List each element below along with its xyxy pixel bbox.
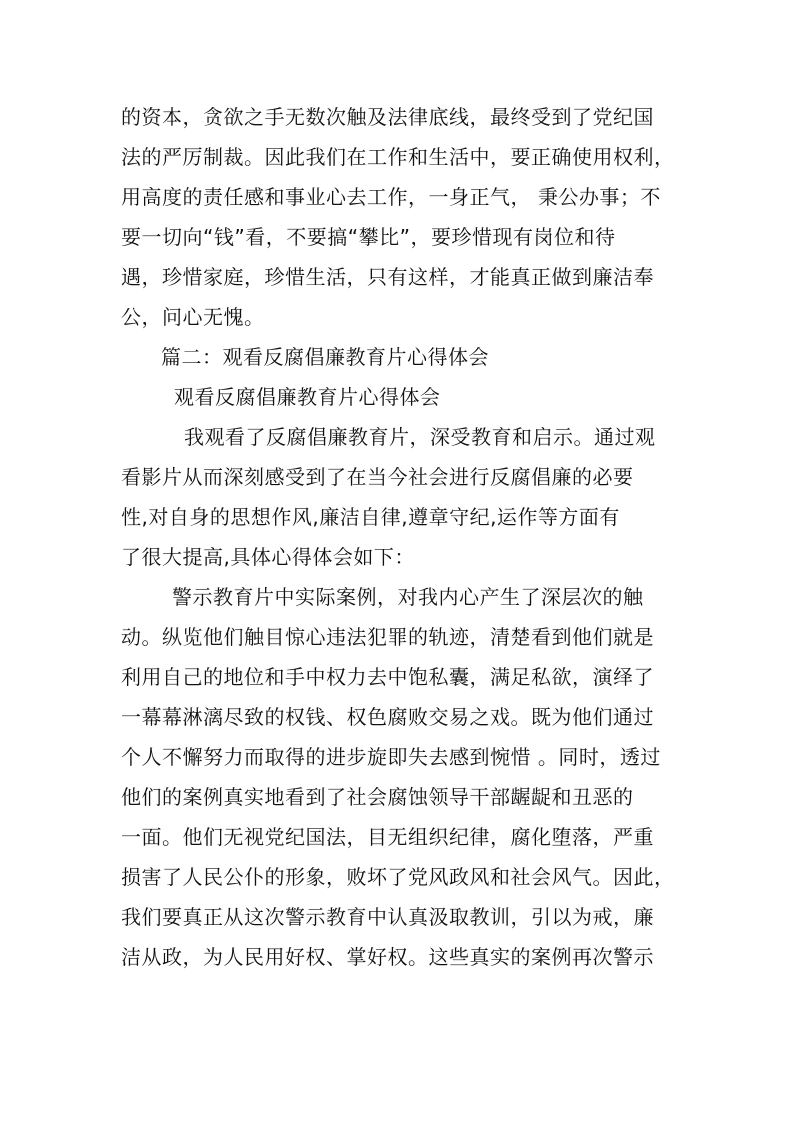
text-line: 要一切向“钱”看，不要搞“攀比”，要珍惜现有岗位和待: [121, 225, 616, 249]
text-line: 用高度的责任感和事业心去工作，一身正气， 秉公办事；不: [121, 185, 661, 209]
text-line: 公，问心无愧。: [121, 305, 265, 329]
text-line: 利用自己的地位和手中权力去中饱私囊，满足私欲，演绎了: [121, 665, 654, 689]
text-line: 个人不懈努力而取得的进步旋即失去感到惋惜 。同时，透过: [121, 745, 661, 769]
text-line: 动。纵览他们触目惊心违法犯罪的轨迹，清楚看到他们就是: [121, 625, 654, 649]
text-line: 法的严厉制裁。因此我们在工作和生活中，要正确使用权利，: [121, 145, 675, 169]
text-line: 警示教育片中实际案例，对我内心产生了深层次的触: [172, 585, 644, 609]
text-line: 的资本，贪欲之手无数次触及法律底线，最终受到了党纪国: [121, 105, 654, 129]
text-line: 一面。他们无视党纪国法，目无组织纪律，腐化堕落，严重: [121, 825, 654, 849]
section-heading: 篇二：观看反腐倡廉教育片心得体会: [161, 345, 489, 369]
text-line: 了很大提高,具体心得体会如下：: [121, 545, 415, 569]
text-line: 损害了人民公仆的形象，败坏了党风政风和社会风气。因此，: [121, 865, 675, 889]
text-line: 遇，珍惜家庭，珍惜生活，只有这样，才能真正做到廉洁奉: [121, 265, 654, 289]
text-line: 我们要真正从这次警示教育中认真汲取教训，引以为戒，廉: [121, 905, 654, 929]
text-line: 一幕幕淋漓尽致的权钱、权色腐败交易之戏。既为他们通过: [121, 705, 654, 729]
text-line: 他们的案例真实地看到了社会腐蚀领导干部龌龊和丑恶的: [121, 785, 634, 809]
article-title: 观看反腐倡廉教育片心得体会: [174, 385, 441, 409]
text-line: 我观看了反腐倡廉教育片，深受教育和启示。通过观: [184, 425, 656, 449]
text-line: 性,对自身的思想作风,廉洁自律,遵章守纪,运作等方面有: [121, 505, 620, 529]
text-line: 洁从政，为人民用好权、掌好权。这些真实的案例再次警示: [121, 945, 654, 969]
text-line: 看影片从而深刻感受到了在当今社会进行反腐倡廉的必要: [121, 465, 634, 489]
